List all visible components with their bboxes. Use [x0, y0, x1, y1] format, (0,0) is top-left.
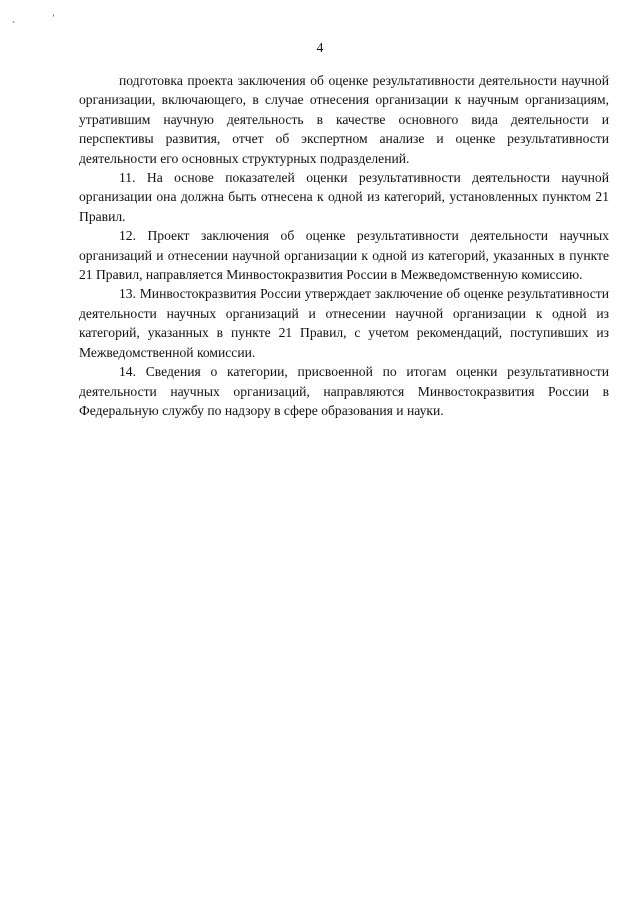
scan-speck: ʼ — [52, 13, 55, 23]
document-body — [79, 71, 609, 420]
paragraph-item-11: 11. На основе показателей оценки результативности деятельности научной организации она должна быть отнесена к одной из категорий, установленных пунктом 21 Правил. — [79, 170, 609, 224]
scan-speck: ¸ — [12, 13, 15, 23]
paragraph-item-13: 13. Минвостокразвития России утверждает заключение об оценке результативности деятельности научных организаций и отнесении научной организации к одной из категорий, указанных в пункте 21 Правил, с учетом рекомендаций, поступивших из Межведомственной комиссии. — [79, 286, 609, 360]
paragraph-item-12: 12. Проект заключения об оценке результативности деятельности научных организаций и отнесении научной организации к одной из категорий, указанных в пункте 21 Правил, направляется Минвостокразвития России в Межведомственную комиссию. — [79, 228, 609, 283]
paragraph-continuation: подготовка проекта заключения об оценке результативности деятельности научной организации, включающего, в случае отнесения организации к научным организациям, утратившим научную деятельность в качестве основного вида деятельности и перспективы развития, отчет об экспертном анализе и оценке результативности деятельности его основных структурных подразделений. — [79, 73, 609, 166]
paragraph-item-14: 14. Сведения о категории, присвоенной по итогам оценки результативности деятельности научных организаций, направляются Минвостокразвития России в Федеральную службу по надзору в сфере образования и науки. — [79, 364, 609, 418]
page-number: 4 — [316, 40, 324, 55]
